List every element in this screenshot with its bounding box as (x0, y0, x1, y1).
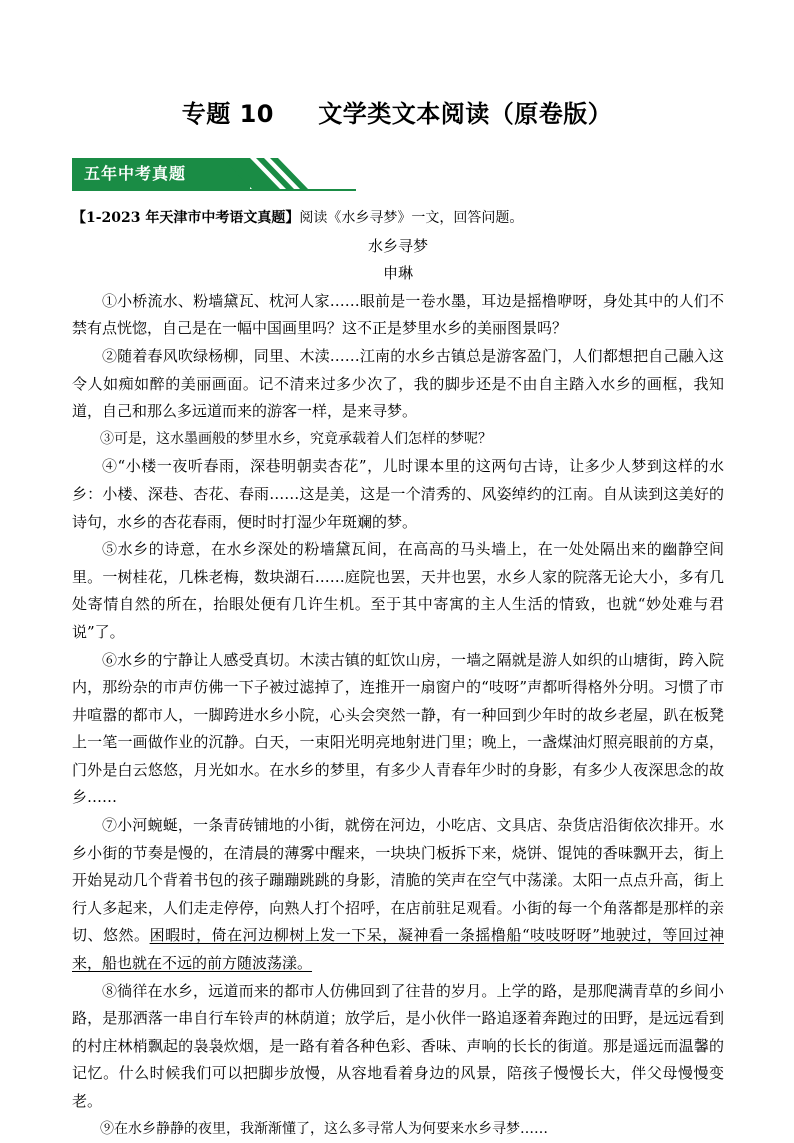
underlined-sentence: 困暇时，倚在河边柳树上发一下呆，凝神看一条摇橹船“吱吱呀呀”地驶过，等回过神来，船也就在不远的前方随波荡漾。 (72, 926, 724, 973)
paragraph-7 (72, 812, 724, 978)
paragraph-5: ⑤水乡的诗意，在水乡深处的粉墙黛瓦间，在高高的马头墙上，在一处处隔出来的幽静空间里。一树桂花，几株老梅，数块湖石……庭院也罢，天井也罢，水乡人家的院落无论大小，多有几处寄情自然的所在，抬眼处便有几许生机。至于其中寄寓的主人生活的情致，也就“妙处难与君说”了。 (72, 540, 724, 641)
banner-stripes-icon (222, 158, 332, 192)
article-title: 水乡寻梦 (367, 236, 428, 255)
paragraph-2: ②随着春风吹绿杨柳，同里、木渎……江南的水乡古镇总是游客盈门，人们都想把自己融入这令人如痴如醉的美丽画面。记不清来过多少次了，我的脚步还是不由自主踏入水乡的画框，我知道，自己和那么多远道而来的游客一样，是来寻梦。 (72, 346, 724, 421)
paragraph-9: ⑨在水乡静静的夜里，我渐渐懂了，这么多寻常人为何要来水乡寻梦…… (100, 1120, 548, 1137)
section-banner-label: 五年中考真题 (84, 164, 187, 183)
paragraph-4: ④“小楼一夜听春雨，深巷明朝卖杏花”，儿时课本里的这两句古诗，让多少人梦到这样的水乡：小楼、深巷、杏花、春雨……这是美，这是一个清秀的、风姿绰约的江南。自从读到这美好的诗句，水乡的杏花春雨，便时时打湿少年斑斓的梦。 (72, 457, 724, 531)
paragraph-6: ⑥水乡的宁静让人感受真切。木渎古镇的虹饮山房，一墙之隔就是游人如织的山塘街，跨入院内，那纷杂的市声仿佛一下子被过滤掉了，连推开一扇窗户的“吱呀”声都听得格外分明。习惯了市井喧嚣的都市人，一脚跨进水乡小院，心头会突然一静，有一种回到少年时的故乡老屋，趴在板凳上一笔一画做作业的沉静。白天，一束阳光明亮地射进门里；晚上，一盏煤油灯照亮眼前的方桌，门外是白云悠悠，月光如水。在水乡的梦里，有多少人青春年少时的身影，有多少人夜深思念的故乡…… (72, 650, 724, 807)
paragraph-1: ①小桥流水、粉墙黛瓦、枕河人家……眼前是一卷水墨，耳边是摇橹咿呀，身处其中的人们不禁有点恍惚，自己是在一幅中国画里吗？这不正是梦里水乡的美丽图景吗？ (72, 291, 724, 338)
section-banner (72, 158, 356, 192)
document-body (72, 205, 724, 1143)
paragraph-7-text: ⑦小河蜿蜒，一条青砖铺地的小街，就傍在河边，小吃店、文具店、杂货店沿街依次排开。水乡小街的节奏是慢的，在清晨的薄雾中醒来，一块块门板拆下来，烧饼、馄饨的香味飘开去，街上开始晃动几个背着书包的孩子蹦蹦跳跳的身影，清脆的笑声在空气中荡漾。太阳一点点升高，街上行人多起来，人们走走停停，向熟人打个招呼，在店前驻足观看。小街的每一个角落都是那样的亲切、悠然。 (72, 816, 724, 945)
question-intro (72, 205, 724, 233)
paragraph-8: ⑧徜徉在水乡，远道而来的都市人仿佛回到了往昔的岁月。上学的路，是那爬满青草的乡间小路，是那洒落一串自行车铃声的林荫道；放学后，是小伙伴一路追逐着奔跑过的田野，是远远看到的村庄林梢飘起的袅袅炊烟，是一路有着各种色彩、香味、声响的长长的街道。那是遥远而温馨的记忆。什么时候我们可以把脚步放慢，从容地看着身边的风景，陪孩子慢慢长大，伴父母慢慢变老。 (72, 981, 724, 1110)
banner-underline (72, 189, 356, 191)
question-instruction: 阅读《水乡寻梦》一文，回答问题。 (299, 210, 524, 226)
question-source: 【1-2023 年天津市中考语文真题】 (72, 210, 300, 226)
paragraph-3: ③可是，这水墨画般的梦里水乡，究竟承载着人们怎样的梦呢？ (100, 430, 492, 447)
page-title: 专题 10 文学类文本阅读（原卷版） (181, 100, 613, 128)
article-author: 申琳 (382, 264, 413, 283)
